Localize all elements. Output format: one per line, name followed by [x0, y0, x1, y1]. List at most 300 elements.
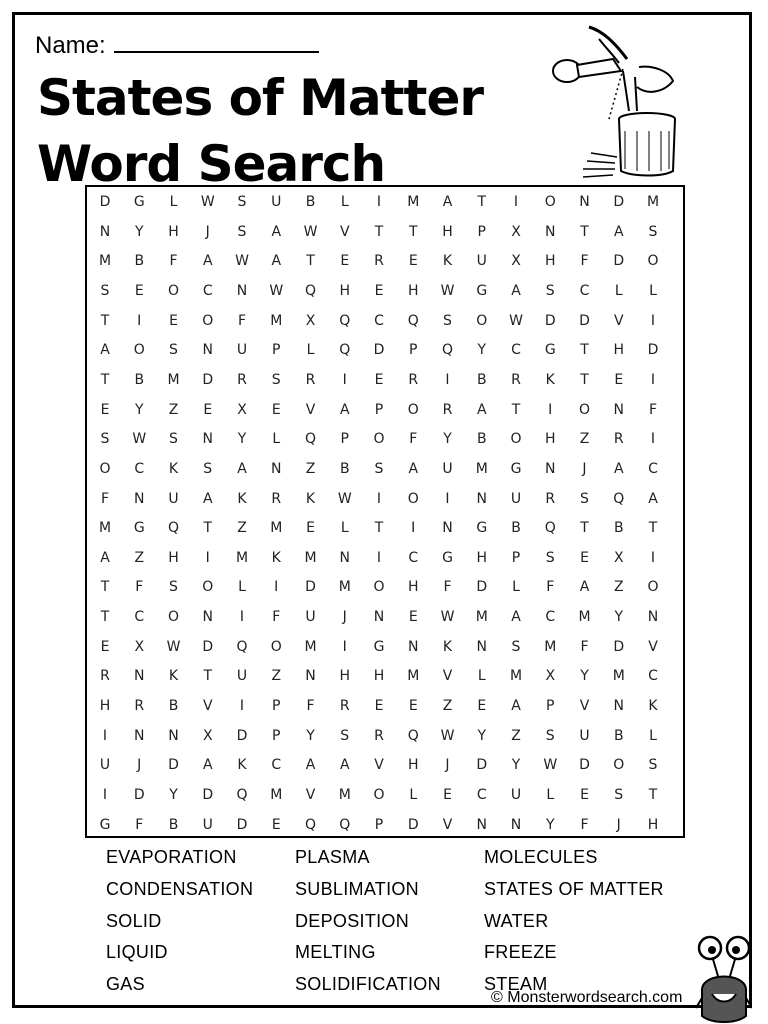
grid-letter[interactable]: Z [134, 549, 145, 566]
grid-letter[interactable]: T [580, 223, 589, 240]
grid-letter[interactable]: H [544, 253, 556, 270]
grid-letter[interactable]: Y [580, 668, 589, 685]
grid-letter[interactable]: Q [304, 816, 317, 833]
grid-letter[interactable]: F [580, 638, 589, 655]
grid-letter[interactable]: V [202, 698, 213, 715]
grid-letter[interactable]: F [237, 312, 247, 329]
grid-letter[interactable]: K [237, 490, 247, 507]
grid-letter[interactable]: I [548, 401, 553, 418]
grid-letter[interactable]: N [305, 668, 316, 685]
grid-letter[interactable]: S [340, 727, 350, 744]
grid-letter[interactable]: M [407, 194, 420, 210]
grid-letter[interactable]: L [238, 579, 246, 596]
grid-letter[interactable]: X [305, 312, 316, 329]
grid-letter[interactable]: A [305, 757, 316, 774]
grid-letter[interactable]: M [646, 194, 660, 210]
grid-letter[interactable]: A [100, 342, 110, 359]
grid-letter[interactable]: Z [168, 401, 179, 418]
grid-letter[interactable]: E [271, 401, 281, 418]
grid-letter[interactable]: D [99, 194, 111, 210]
grid-letter[interactable]: I [376, 490, 382, 507]
grid-letter[interactable]: L [306, 342, 315, 359]
grid-letter[interactable]: M [98, 520, 112, 537]
grid-letter[interactable]: I [445, 490, 450, 507]
grid-letter[interactable]: N [134, 668, 145, 685]
grid-letter[interactable]: F [580, 253, 589, 270]
grid-letter[interactable]: I [376, 194, 382, 210]
grid-letter[interactable]: Y [237, 431, 247, 448]
grid-letter[interactable]: M [304, 549, 317, 566]
grid-letter[interactable]: X [134, 638, 145, 655]
grid-letter[interactable]: A [408, 460, 419, 477]
grid-letter[interactable]: D [236, 816, 248, 833]
grid-letter[interactable]: S [169, 579, 178, 596]
grid-letter[interactable]: X [545, 668, 556, 685]
grid-letter[interactable]: N [134, 490, 145, 507]
grid-letter[interactable]: P [546, 698, 555, 715]
grid-letter[interactable]: U [271, 194, 282, 210]
grid-letter[interactable]: K [442, 253, 453, 270]
grid-letter[interactable]: O [202, 579, 214, 596]
grid-letter[interactable]: B [613, 520, 624, 537]
grid-letter[interactable]: F [100, 490, 110, 507]
grid-letter[interactable]: H [339, 668, 351, 685]
grid-letter[interactable]: I [445, 371, 450, 388]
grid-letter[interactable]: C [545, 609, 556, 626]
grid-letter[interactable]: E [614, 371, 624, 388]
grid-letter[interactable]: D [168, 757, 179, 774]
grid-letter[interactable]: A [511, 698, 521, 715]
grid-letter[interactable]: N [613, 698, 624, 715]
grid-letter[interactable]: Y [545, 816, 555, 833]
grid-letter[interactable]: Z [305, 460, 316, 477]
grid-letter[interactable]: N [202, 431, 213, 448]
grid-letter[interactable]: A [476, 401, 487, 418]
grid-letter[interactable]: Z [511, 727, 521, 744]
grid-letter[interactable]: B [305, 194, 316, 210]
grid-letter[interactable]: G [544, 342, 556, 359]
grid-letter[interactable]: I [239, 609, 245, 626]
grid-letter[interactable]: E [408, 698, 418, 715]
grid-letter[interactable]: O [133, 342, 145, 359]
grid-letter[interactable]: D [373, 342, 385, 359]
grid-letter[interactable]: M [578, 609, 591, 626]
grid-letter[interactable]: S [648, 223, 658, 240]
grid-letter[interactable]: E [100, 401, 110, 418]
grid-letter[interactable]: U [168, 490, 179, 507]
grid-letter[interactable]: K [271, 549, 281, 566]
grid-letter[interactable]: Q [613, 490, 625, 507]
grid-letter[interactable]: U [202, 816, 213, 833]
grid-letter[interactable]: D [476, 757, 488, 774]
grid-letter[interactable]: F [443, 579, 452, 596]
grid-letter[interactable]: Q [339, 816, 351, 833]
grid-letter[interactable]: N [236, 282, 248, 299]
grid-letter[interactable]: L [409, 787, 418, 803]
grid-letter[interactable]: L [477, 668, 486, 685]
grid-letter[interactable]: X [237, 401, 247, 418]
grid-letter[interactable]: G [476, 520, 488, 537]
grid-letter[interactable]: W [132, 431, 147, 448]
grid-letter[interactable]: S [237, 223, 247, 240]
grid-letter[interactable]: Z [237, 520, 247, 537]
grid-letter[interactable]: C [271, 757, 282, 774]
grid-letter[interactable]: Z [442, 698, 453, 715]
grid-letter[interactable]: N [613, 401, 624, 418]
grid-letter[interactable]: M [98, 253, 112, 270]
grid-letter[interactable]: L [614, 282, 623, 299]
grid-letter[interactable]: S [648, 757, 658, 774]
grid-letter[interactable]: P [511, 549, 521, 566]
grid-letter[interactable]: D [236, 727, 248, 744]
grid-letter[interactable]: C [648, 460, 658, 477]
grid-letter[interactable]: A [271, 223, 282, 240]
grid-letter[interactable]: R [613, 431, 624, 448]
grid-letter[interactable]: O [373, 579, 385, 596]
grid-letter[interactable]: B [168, 816, 179, 833]
grid-letter[interactable]: E [408, 253, 418, 270]
grid-letter[interactable]: J [205, 223, 210, 240]
grid-letter[interactable]: T [648, 520, 658, 537]
grid-letter[interactable]: R [374, 727, 384, 744]
grid-letter[interactable]: W [509, 312, 523, 329]
grid-letter[interactable]: J [137, 757, 142, 774]
grid-letter[interactable]: W [269, 282, 284, 299]
grid-letter[interactable]: A [442, 194, 453, 210]
grid-letter[interactable]: V [442, 816, 453, 833]
grid-letter[interactable]: N [442, 520, 453, 537]
grid-letter[interactable]: I [650, 431, 656, 448]
grid-letter[interactable]: M [304, 638, 317, 655]
grid-letter[interactable]: A [100, 549, 110, 566]
grid-letter[interactable]: A [511, 282, 521, 299]
grid-letter[interactable]: K [648, 698, 658, 715]
grid-letter[interactable]: B [511, 520, 521, 537]
grid-letter[interactable]: S [511, 638, 521, 655]
grid-letter[interactable]: M [475, 460, 488, 477]
grid-letter[interactable]: E [134, 282, 144, 299]
grid-letter[interactable]: F [580, 816, 589, 833]
grid-letter[interactable]: T [580, 342, 589, 359]
grid-letter[interactable]: S [545, 727, 555, 744]
grid-letter[interactable]: N [510, 816, 522, 833]
grid-letter[interactable]: M [475, 609, 488, 626]
grid-letter[interactable]: E [443, 787, 452, 803]
grid-letter[interactable]: Q [304, 431, 317, 448]
grid-letter[interactable]: W [166, 638, 181, 655]
grid-letter[interactable]: H [168, 223, 179, 240]
grid-letter[interactable]: V [374, 757, 384, 774]
grid-letter[interactable]: N [408, 638, 419, 655]
grid-letter[interactable]: T [100, 312, 110, 329]
grid-letter[interactable]: L [546, 787, 555, 803]
grid-letter[interactable]: Q [407, 727, 419, 744]
grid-letter[interactable]: O [270, 638, 282, 655]
grid-letter[interactable]: M [338, 787, 351, 803]
grid-letter[interactable]: W [440, 282, 455, 299]
grid-letter[interactable]: A [648, 490, 658, 507]
grid-letter[interactable]: G [133, 520, 145, 537]
grid-letter[interactable]: R [374, 253, 384, 270]
grid-letter[interactable]: L [649, 727, 657, 744]
grid-letter[interactable]: O [476, 312, 488, 329]
grid-letter[interactable]: T [477, 194, 487, 210]
grid-letter[interactable]: N [134, 727, 145, 744]
grid-letter[interactable]: Y [477, 727, 487, 744]
grid-letter[interactable]: K [168, 460, 179, 477]
grid-letter[interactable]: E [580, 787, 589, 803]
grid-letter[interactable]: T [648, 787, 658, 803]
grid-letter[interactable]: T [580, 520, 589, 537]
grid-letter[interactable]: H [476, 549, 488, 566]
grid-letter[interactable]: R [271, 490, 282, 507]
grid-letter[interactable]: I [650, 312, 656, 329]
grid-letter[interactable]: N [476, 638, 487, 655]
grid-letter[interactable]: V [648, 638, 658, 655]
grid-letter[interactable]: D [579, 312, 590, 329]
grid-letter[interactable]: O [202, 312, 214, 329]
grid-letter[interactable]: E [477, 698, 487, 715]
grid-letter[interactable]: S [169, 431, 178, 448]
grid-letter[interactable]: N [579, 194, 590, 210]
grid-letter[interactable]: U [236, 342, 248, 359]
grid-letter[interactable]: C [408, 549, 419, 566]
grid-letter[interactable]: A [613, 460, 624, 477]
grid-letter[interactable]: T [580, 371, 589, 388]
grid-letter[interactable]: H [442, 223, 453, 240]
grid-letter[interactable]: R [442, 401, 453, 418]
grid-letter[interactable]: T [203, 668, 213, 685]
grid-letter[interactable]: H [544, 431, 556, 448]
grid-letter[interactable]: E [100, 638, 110, 655]
grid-letter[interactable]: T [374, 520, 384, 537]
grid-letter[interactable]: I [411, 520, 416, 537]
grid-letter[interactable]: N [545, 223, 556, 240]
grid-letter[interactable]: M [544, 638, 557, 655]
grid-letter[interactable]: V [339, 223, 350, 240]
grid-letter[interactable]: M [509, 668, 523, 685]
grid-letter[interactable]: E [374, 371, 384, 388]
grid-letter[interactable]: Q [407, 312, 419, 329]
grid-letter[interactable]: O [578, 401, 591, 418]
grid-letter[interactable]: M [338, 579, 351, 596]
grid-letter[interactable]: I [376, 549, 382, 566]
grid-letter[interactable]: P [340, 431, 349, 448]
grid-letter[interactable]: E [169, 312, 178, 329]
grid-letter[interactable]: S [203, 460, 213, 477]
grid-letter[interactable]: S [614, 787, 624, 803]
grid-letter[interactable]: X [613, 549, 624, 566]
grid-letter[interactable]: R [134, 698, 145, 715]
grid-letter[interactable]: M [167, 371, 180, 388]
grid-letter[interactable]: P [477, 223, 486, 240]
grid-letter[interactable]: J [445, 757, 450, 774]
grid-letter[interactable]: D [202, 371, 214, 388]
grid-letter[interactable]: U [476, 253, 487, 270]
grid-letter[interactable]: D [579, 757, 590, 774]
grid-letter[interactable]: G [99, 816, 111, 833]
grid-letter[interactable]: Z [579, 431, 590, 448]
grid-letter[interactable]: U [510, 490, 522, 507]
grid-letter[interactable]: X [511, 223, 521, 240]
grid-letter[interactable]: V [442, 668, 453, 685]
grid-letter[interactable]: N [99, 223, 111, 240]
grid-letter[interactable]: D [613, 253, 625, 270]
grid-letter[interactable]: C [134, 460, 145, 477]
grid-letter[interactable]: A [339, 401, 350, 418]
grid-letter[interactable]: W [337, 490, 352, 507]
grid-letter[interactable]: P [272, 698, 281, 715]
grid-letter[interactable]: A [202, 490, 213, 507]
grid-letter[interactable]: A [511, 609, 521, 626]
grid-letter[interactable]: F [272, 609, 281, 626]
grid-letter[interactable]: H [613, 342, 625, 359]
grid-letter[interactable]: M [612, 668, 625, 685]
grid-letter[interactable]: S [271, 371, 281, 388]
grid-letter[interactable]: A [339, 757, 350, 774]
grid-letter[interactable]: I [274, 579, 279, 596]
grid-letter[interactable]: N [202, 342, 213, 359]
grid-letter[interactable]: U [442, 460, 453, 477]
grid-letter[interactable]: A [579, 579, 590, 596]
grid-letter[interactable]: W [440, 727, 455, 744]
grid-letter[interactable]: L [649, 282, 657, 299]
grid-letter[interactable]: N [373, 609, 385, 626]
grid-letter[interactable]: T [100, 579, 110, 596]
grid-letter[interactable]: T [374, 223, 384, 240]
grid-letter[interactable]: Y [134, 223, 144, 240]
grid-letter[interactable]: U [99, 757, 111, 774]
grid-letter[interactable]: G [442, 549, 453, 566]
grid-letter[interactable]: V [305, 401, 316, 418]
grid-letter[interactable]: I [102, 727, 108, 744]
grid-letter[interactable]: F [135, 579, 144, 596]
grid-letter[interactable]: D [544, 312, 556, 329]
grid-letter[interactable]: U [305, 609, 316, 626]
grid-letter[interactable]: E [203, 401, 213, 418]
grid-letter[interactable]: Z [271, 668, 282, 685]
grid-letter[interactable]: H [373, 668, 385, 685]
grid-letter[interactable]: D [613, 638, 625, 655]
grid-letter[interactable]: Q [304, 282, 317, 299]
grid-letter[interactable]: M [235, 549, 249, 566]
grid-letter[interactable]: Q [167, 520, 180, 537]
grid-letter[interactable]: W [543, 757, 558, 774]
grid-letter[interactable]: L [169, 194, 178, 210]
grid-letter[interactable]: P [272, 342, 281, 359]
grid-letter[interactable]: W [200, 194, 215, 210]
grid-letter[interactable]: Y [169, 787, 178, 803]
grid-letter[interactable]: N [339, 549, 350, 566]
grid-letter[interactable]: Y [477, 342, 487, 359]
grid-letter[interactable]: E [408, 609, 418, 626]
grid-letter[interactable]: S [100, 282, 110, 299]
grid-letter[interactable]: O [373, 787, 385, 803]
grid-letter[interactable]: Q [544, 520, 556, 537]
grid-letter[interactable]: U [510, 787, 522, 803]
grid-letter[interactable]: D [647, 342, 659, 359]
grid-letter[interactable]: L [340, 194, 349, 210]
grid-letter[interactable]: J [582, 460, 587, 477]
grid-letter[interactable]: V [579, 698, 590, 715]
grid-letter[interactable]: P [374, 816, 384, 833]
grid-letter[interactable]: N [647, 609, 659, 626]
grid-letter[interactable]: Y [614, 609, 624, 626]
grid-letter[interactable]: A [202, 253, 213, 270]
grid-letter[interactable]: D [613, 194, 625, 210]
grid-letter[interactable]: E [580, 549, 589, 566]
grid-letter[interactable]: R [545, 490, 556, 507]
grid-letter[interactable]: D [407, 816, 419, 833]
grid-letter[interactable]: P [272, 727, 281, 744]
grid-letter[interactable]: R [339, 698, 350, 715]
grid-letter[interactable]: Y [134, 401, 144, 418]
grid-letter[interactable]: C [511, 342, 521, 359]
grid-letter[interactable]: A [271, 253, 282, 270]
grid-letter[interactable]: C [134, 609, 145, 626]
grid-letter[interactable]: D [133, 787, 145, 803]
grid-letter[interactable]: F [546, 579, 555, 596]
grid-letter[interactable]: R [408, 371, 419, 388]
grid-letter[interactable]: E [340, 253, 350, 270]
grid-letter[interactable]: J [342, 609, 347, 626]
grid-letter[interactable]: E [271, 816, 281, 833]
grid-letter[interactable]: C [374, 312, 384, 329]
grid-letter[interactable]: M [407, 668, 420, 685]
grid-letter[interactable]: T [408, 223, 418, 240]
grid-letter[interactable]: M [270, 787, 283, 803]
grid-letter[interactable]: V [305, 787, 316, 803]
grid-letter[interactable]: K [237, 757, 247, 774]
grid-letter[interactable]: W [440, 609, 455, 626]
grid-letter[interactable]: C [648, 668, 658, 685]
grid-letter[interactable]: O [167, 609, 180, 626]
grid-letter[interactable]: A [202, 757, 213, 774]
grid-letter[interactable]: O [544, 194, 556, 210]
grid-letter[interactable]: L [512, 579, 520, 596]
grid-letter[interactable]: E [306, 520, 315, 537]
grid-letter[interactable]: B [476, 431, 487, 448]
grid-letter[interactable]: S [580, 490, 589, 507]
grid-letter[interactable]: Q [236, 787, 248, 803]
grid-letter[interactable]: G [373, 638, 385, 655]
grid-letter[interactable]: G [133, 194, 145, 210]
grid-letter[interactable]: C [579, 282, 590, 299]
grid-letter[interactable]: Q [236, 638, 248, 655]
grid-letter[interactable]: Y [306, 727, 315, 744]
grid-letter[interactable]: O [647, 253, 659, 270]
grid-letter[interactable]: F [135, 816, 144, 833]
grid-letter[interactable]: G [510, 460, 522, 477]
grid-letter[interactable]: S [374, 460, 384, 477]
grid-letter[interactable]: I [342, 638, 347, 655]
grid-letter[interactable]: N [476, 816, 487, 833]
grid-letter[interactable]: I [102, 787, 108, 803]
grid-letter[interactable]: T [306, 253, 315, 270]
grid-letter[interactable]: R [305, 371, 316, 388]
grid-letter[interactable]: R [100, 668, 110, 685]
grid-letter[interactable]: E [374, 698, 384, 715]
grid-letter[interactable]: D [305, 579, 316, 596]
grid-letter[interactable]: Q [441, 342, 454, 359]
grid-letter[interactable]: T [100, 609, 110, 626]
grid-letter[interactable]: B [476, 371, 487, 388]
letter-grid[interactable] [85, 185, 685, 838]
grid-letter[interactable]: C [476, 787, 487, 803]
grid-letter[interactable]: L [272, 431, 281, 448]
grid-letter[interactable]: K [545, 371, 555, 388]
grid-letter[interactable]: I [342, 371, 347, 388]
